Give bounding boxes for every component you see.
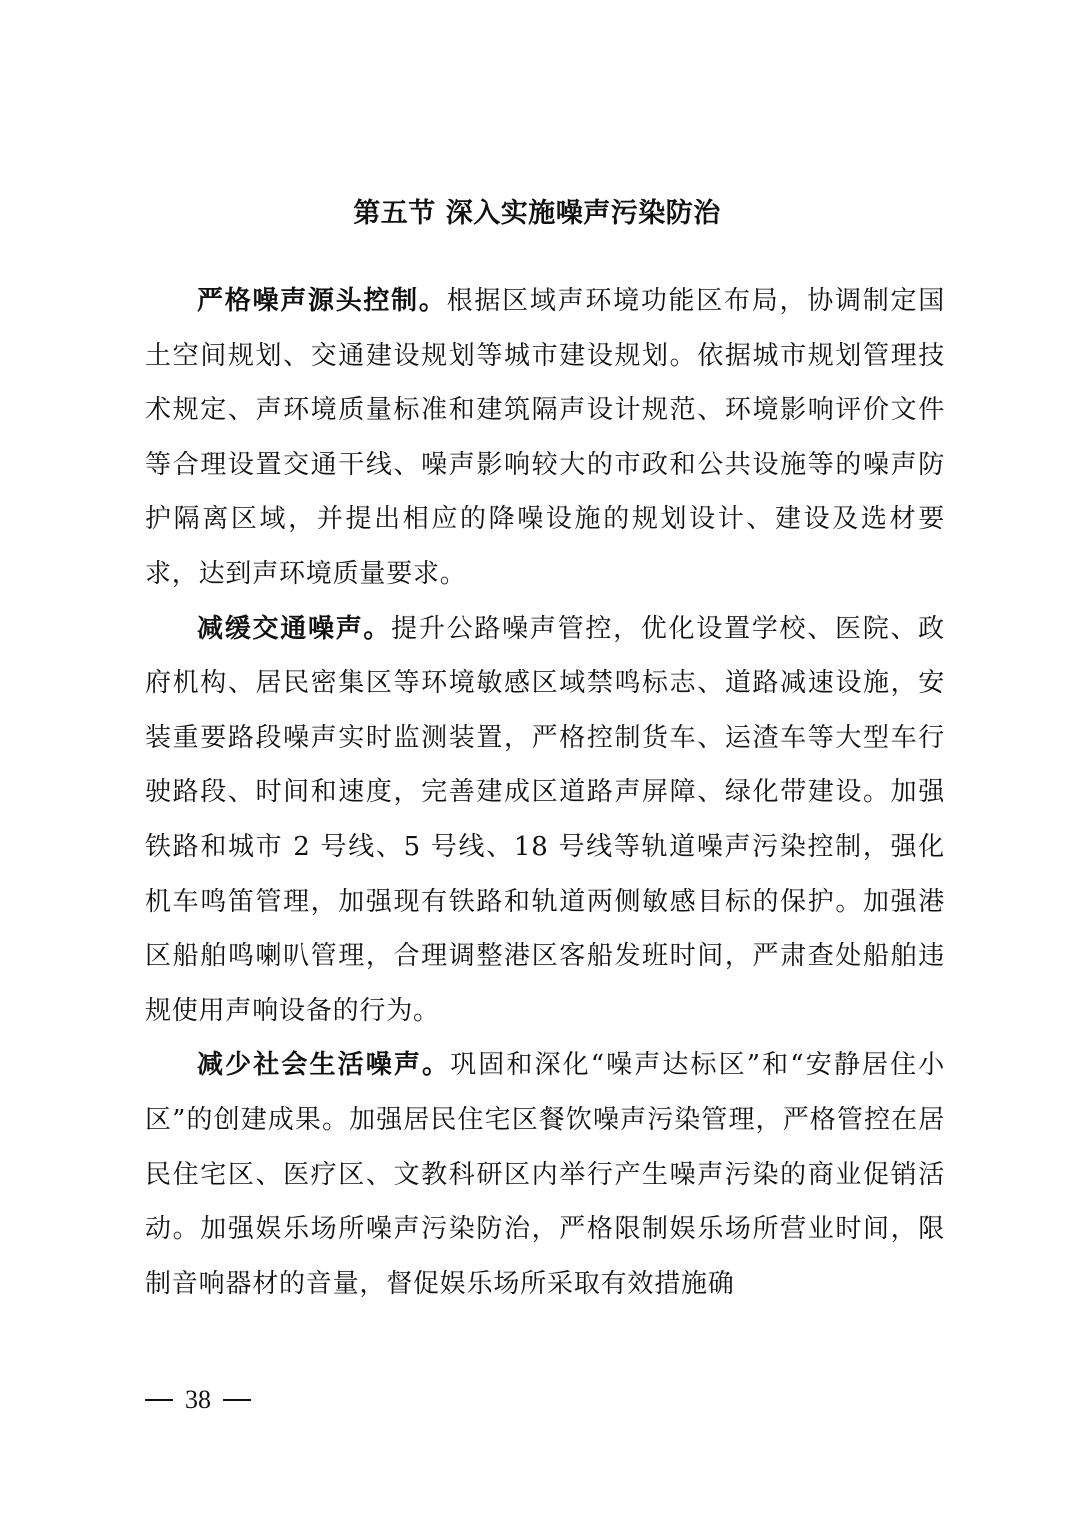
paragraph-noise-source-control — [145, 274, 945, 602]
paragraph-text: 根据区域声环境功能区布局，协调制定国土空间规划、交通建设规划等城市建设规划。依据城市规划管理技术规定、声环境质量标准和建筑隔声设计规范、环境影响评价文件等合理设置交通干线、噪声影响较大的市政和公共设施等的噪声防护隔离区域，并提出相应的降噪设施的规划设计、建设及选材要求，达到声环境质量要求。 — [145, 286, 946, 589]
footer-dash-right — [223, 1399, 251, 1401]
footer-dash-left — [145, 1399, 173, 1401]
paragraph-text: 提升公路噪声管控，优化设置学校、医院、政府机构、居民密集区等环境敏感区域禁鸣标志、道路减速设施，安装重要路段噪声实时监测装置，严格控制货车、运渣车等大型车行驶路段、时间和速度，完善建成区道路声屏障、绿化带建设。加强铁路和城市 2 号线、5 号线、18 号线等轨道噪声污染控制，强化机车鸣笛管理，加强现有铁路和轨道两侧敏感目标的保护。加强港区船舶鸣喇叭管理，合理调整港区客船发班时间，严肃查处船舶违规使用声响设备的行为。 — [145, 613, 945, 1026]
paragraph-lead: 严格噪声源头控制。 — [197, 286, 447, 316]
paragraph-lead: 减少社会生活噪声。 — [197, 1050, 451, 1081]
page-footer — [145, 1382, 251, 1418]
section-title: 第五节 深入实施噪声污染防治 — [353, 198, 721, 229]
page-number: 38 — [185, 1385, 211, 1414]
paragraph-social-noise — [145, 1038, 945, 1311]
paragraph-text: 巩固和深化“噪声达标区”和“安静居住小区”的创建成果。加强居民住宅区餐饮噪声污染管理，严格管控在居民住宅区、医疗区、文教科研区内举行产生噪声污染的商业促销活动。加强娱乐场所噪声污染防治，严格限制娱乐场所营业时间，限制音响器材的音量，督促娱乐场所采取有效措施确 — [145, 1050, 945, 1299]
paragraph-lead: 减缓交通噪声。 — [197, 613, 392, 644]
paragraph-traffic-noise — [145, 602, 945, 1039]
body-text — [145, 274, 945, 1311]
